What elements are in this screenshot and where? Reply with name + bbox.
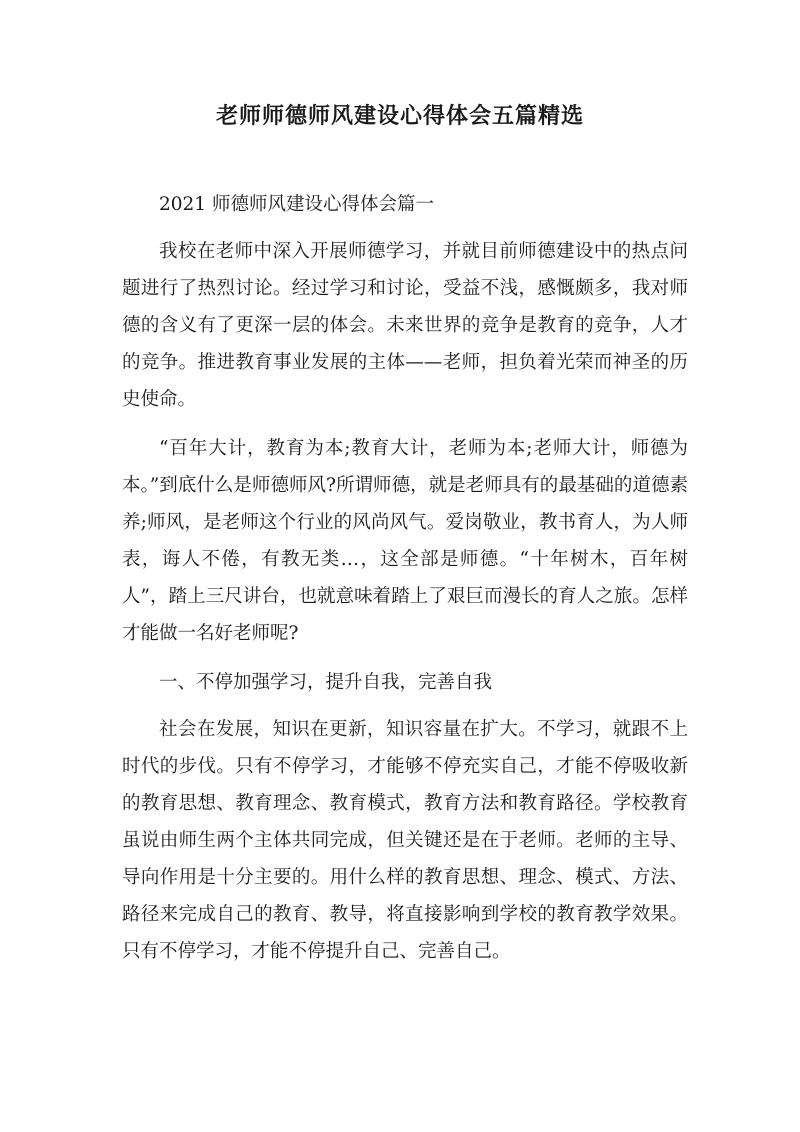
subheading-1: 一、不停加强学习，提升自我，完善自我 [159, 672, 493, 693]
paragraph-1: 我校在老师中深入开展师德学习，并就目前师德建设中的热点问题进行了热烈讨论。经过学习和讨论，受益不浅，感慨颇多，我对师德的含义有了更深一层的体会。未来世界的竞争是教育的竞争，人才的竞争。推进教育事业发展的主体——老师，担负着光荣而神圣的历史使命。 [122, 241, 688, 410]
paragraph-3: 社会在发展，知识在更新，知识容量在扩大。不学习，就跟不上时代的步伐。只有不停学习，才能够不停充实自己，才能不停吸收新的教育思想、教育理念、教育模式，教育方法和教育路径。学校教育虽说由师生两个主体共同完成，但关键还是在于老师。老师的主导、导向作用是十分主要的。用什么样的教育思想、理念、模式、方法、路径来完成自己的教育、教导，将直接影响到学校的教育教学效果。只有不停学习，才能不停提升自己、完善自己。 [122, 719, 688, 962]
section-heading: 2021 师德师风建设心得体会篇一 [159, 194, 434, 215]
paragraph-2: “百年大计，教育为本;教育大计，老师为本;老师大计，师德为本。”到底什么是师德师风?所谓师德，就是老师具有的最基础的道德素养;师风，是老师这个行业的风尚风气。爱岗敬业，教书育人，为人师表，诲人不倦，有教无类…，这全部是师德。“十年树木，百年树人”，踏上三尺讲台，也就意味着踏上了艰巨而漫长的育人之旅。怎样才能做一名好老师呢? [122, 438, 688, 644]
document-title: 老师师德师风建设心得体会五篇精选 [215, 103, 584, 129]
document-body [122, 186, 688, 982]
